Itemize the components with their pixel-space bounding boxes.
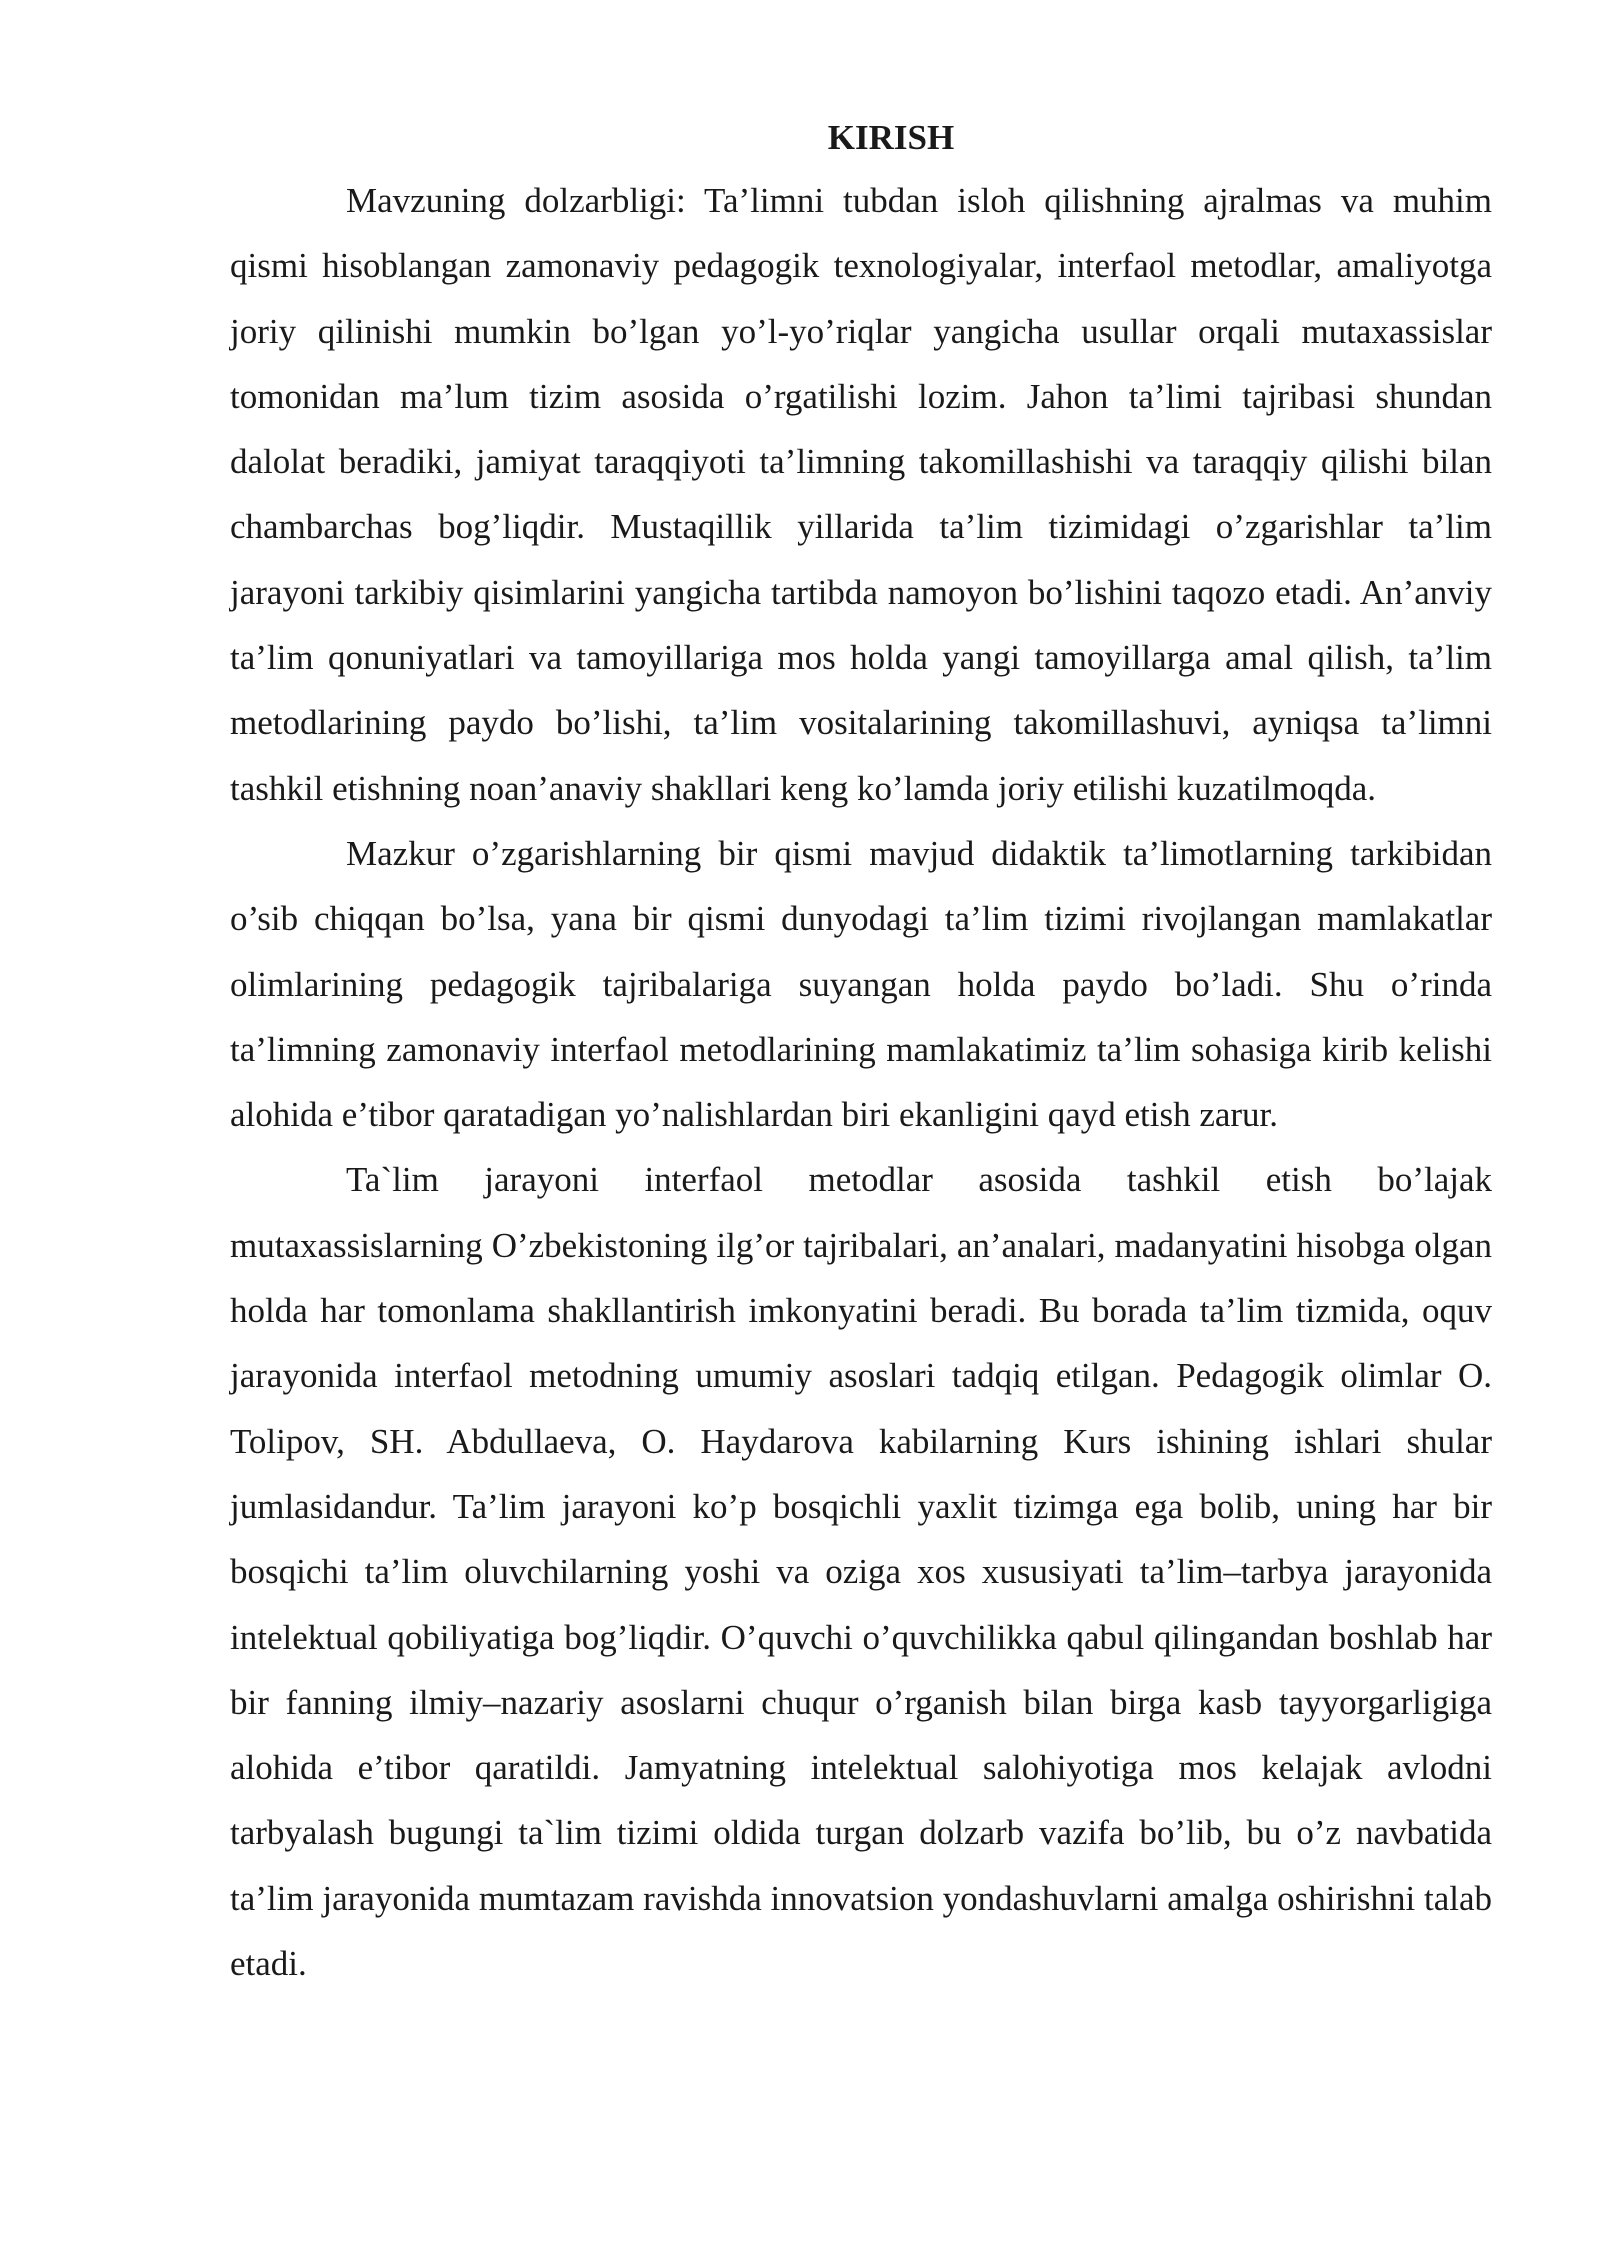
paragraph-relevance: Mavzuning dolzarbligi: Ta’limni tubdan isloh qilishning ajralmas va muhim qismi hisoblangan zamonaviy pedagogik texnologiyalar, interfaol metodlar, amaliyotga joriy qilinishi mumkin bo’lgan yo’l-yo’riqlar yangicha usullar orqali mutaxassislar tomonidan ma’lum tizim asosida o’rgatilishi lozim. Jahon ta’limi tajribasi shundan dalolat beradiki, jamiyat taraqqiyoti ta’limning takomillashishi va taraqqiy qilishi bilan chambarchas bog’liqdir. Mustaqillik yillarida ta’lim tizimidagi o’zgarishlar ta’lim jarayoni tarkibiy qisimlarini yangicha tartibda namoyon bo’lishini taqozo etadi. An’anviy ta’lim qonuniyatlari va tamoyillariga mos holda yangi tamoyillarga amal qilish, ta’lim metodlarining paydo bo’lishi, ta’lim vositalarining takomillashuvi, ayniqsa ta’limni tashkil etishning noan’anaviy shakllari keng ko’lamda joriy etilishi kuzatilmoqda. [230,181,1492,808]
document-page [230,108,1492,1996]
page-title: KIRISH [827,118,955,157]
paragraph-changes: Mazkur o’zgarishlarning bir qismi mavjud didaktik ta’limotlarning tarkibidan o’sib chiqqan bo’lsa, yana bir qismi dunyodagi ta’lim tizimi rivojlangan mamlakatlar olimlarining pedagogik tajribalariga suyangan holda paydo bo’ladi. Shu o’rinda ta’limning zamonaviy interfaol metodlarining mamlakatimiz ta’lim sohasiga kirib kelishi alohida e’tibor qaratadigan yo’nalishlardan biri ekanligini qayd etish zarur. [230,833,1492,1135]
paragraph-interactive-methods: Ta`lim jarayoni interfaol metodlar asosida tashkil etish bo’lajak mutaxassislarning O’zbekistoning ilg’or tajribalari, an’analari, madanyatini hisobga olgan holda har tomonlama shakllantirish imkonyatini beradi. Bu borada ta’lim tizmida, oquv jarayonida interfaol metodning umumiy asoslari tadqiq etilgan. Pedagogik olimlar O. Tolipov, SH. Abdullaeva, O. Haydarova kabilarning Kurs ishining ishlari shular jumlasidandur. Ta’lim jarayoni ko’p bosqichli yaxlit tizimga ega bolib, uning har bir bosqichi ta’lim oluvchilarning yoshi va oziga xos xususiyati ta’lim–tarbya jarayonida intelektual qobiliyatiga bog’liqdir. O’quvchi o’quvchilikka qabul qilingandan boshlab har bir fanning ilmiy–nazariy asoslarni chuqur o’rganish bilan birga kasb tayyorgarligiga alohida e’tibor qaratildi. Jamyatning intelektual salohiyotiga mos kelajak avlodni tarbyalash bugungi ta`lim tizimi oldida turgan dolzarb vazifa bo’lib, bu o’z navbatida ta’lim jarayonida mumtazam ravishda innovatsion yondashuvlarni amalga oshirishni talab etadi. [230,1160,1492,1984]
